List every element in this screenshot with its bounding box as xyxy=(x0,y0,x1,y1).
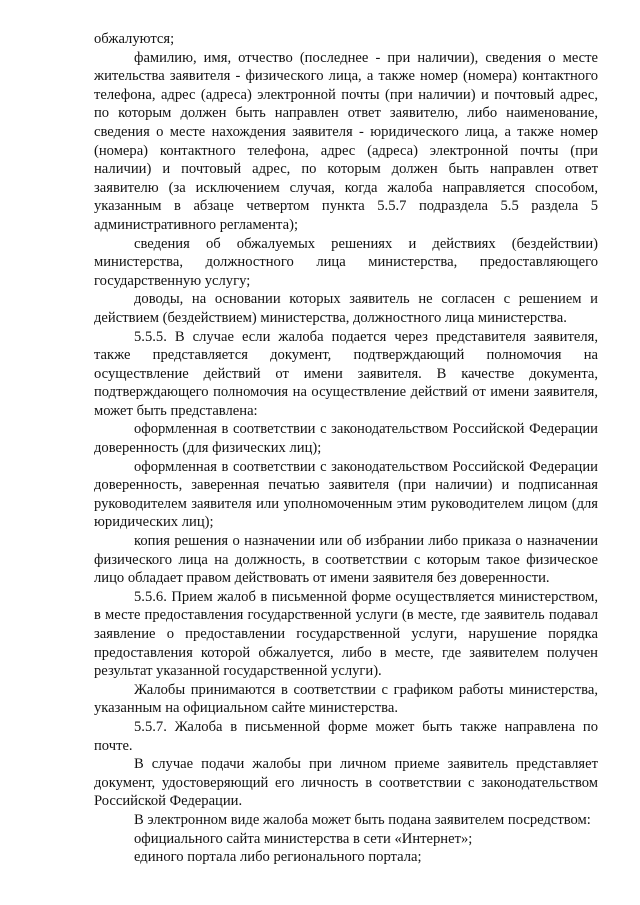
paragraph: копия решения о назначении или об избрании либо приказа о назначении физического лица на должность, в соответствии с которым такое физическое лицо обладает правом действовать от имени заявителя без доверенности. xyxy=(94,533,598,587)
paragraph: единого портала либо регионального портала; xyxy=(134,849,422,866)
paragraph: фамилию, имя, отчество (последнее - при наличии), сведения о месте жительства заявителя - физического лица, а также номер (номера) контактного телефона, адрес (адреса) электронной почты (при наличии) и почтовый адрес, по которым должен быть направлен ответ заявителю, либо наименование, сведения о месте нахождения заявителя - юридического лица, а также номер (номера) контактного телефона, адрес (адреса) электронной почты (при наличии) и почтовый адрес, по которым должен быть направлен ответ заявителю (за исключением случая, когда жалоба направляется способом, указанным в абзаце четвертом пункта 5.5.7 подраздела 5.5 раздела 5 административного регламента); xyxy=(94,49,598,233)
paragraph: 5.5.6. Прием жалоб в письменной форме осуществляется министерством, в месте предоставления государственной услуги (в месте, где заявитель подавал заявление о предоставлении государственной услуги, нарушение порядка предоставления которой обжалуется, либо в месте, где заявителем получен результат указанной государственной услуги). xyxy=(94,588,598,680)
paragraph: официального сайта министерства в сети «Интернет»; xyxy=(134,830,473,847)
paragraph: Жалобы принимаются в соответствии с графиком работы министерства, указанным на официальном сайте министерства. xyxy=(94,681,598,717)
paragraph: обжалуются; xyxy=(94,31,175,47)
paragraph: оформленная в соответствии с законодательством Российской Федерации доверенность (для физических лиц); xyxy=(94,421,598,457)
paragraph: В электронном виде жалоба может быть подана заявителем посредством: xyxy=(134,811,591,828)
paragraph: сведения об обжалуемых решениях и действиях (бездействии) министерства, должностного лица министерства, предоставляющего государственную услугу; xyxy=(94,235,598,289)
paragraph: доводы, на основании которых заявитель не согласен с решением и действием (бездействием) министерства, должностного лица министерства. xyxy=(94,291,598,326)
paragraph: 5.5.5. В случае если жалоба подается через представителя заявителя, также представляется документ, подтверждающий полномочия на осуществление действий от имени заявителя. В качестве документа, подтверждающего полномочия на осуществление действий от имени заявителя, может быть представлена: xyxy=(94,328,598,419)
document-body xyxy=(94,30,598,867)
paragraph: 5.5.7. Жалоба в письменной форме может быть также направлена по почте. xyxy=(94,718,598,754)
paragraph: В случае подачи жалобы при личном приеме заявитель представляет документ, удостоверяющий его личность в соответствии с законодательством Российской Федерации. xyxy=(94,756,598,810)
paragraph: оформленная в соответствии с законодательством Российской Федерации доверенность, заверенная печатью заявителя (при наличии) и подписанная руководителем заявителя или уполномоченным этим руководителем лицом (для юридических лиц); xyxy=(94,458,598,531)
